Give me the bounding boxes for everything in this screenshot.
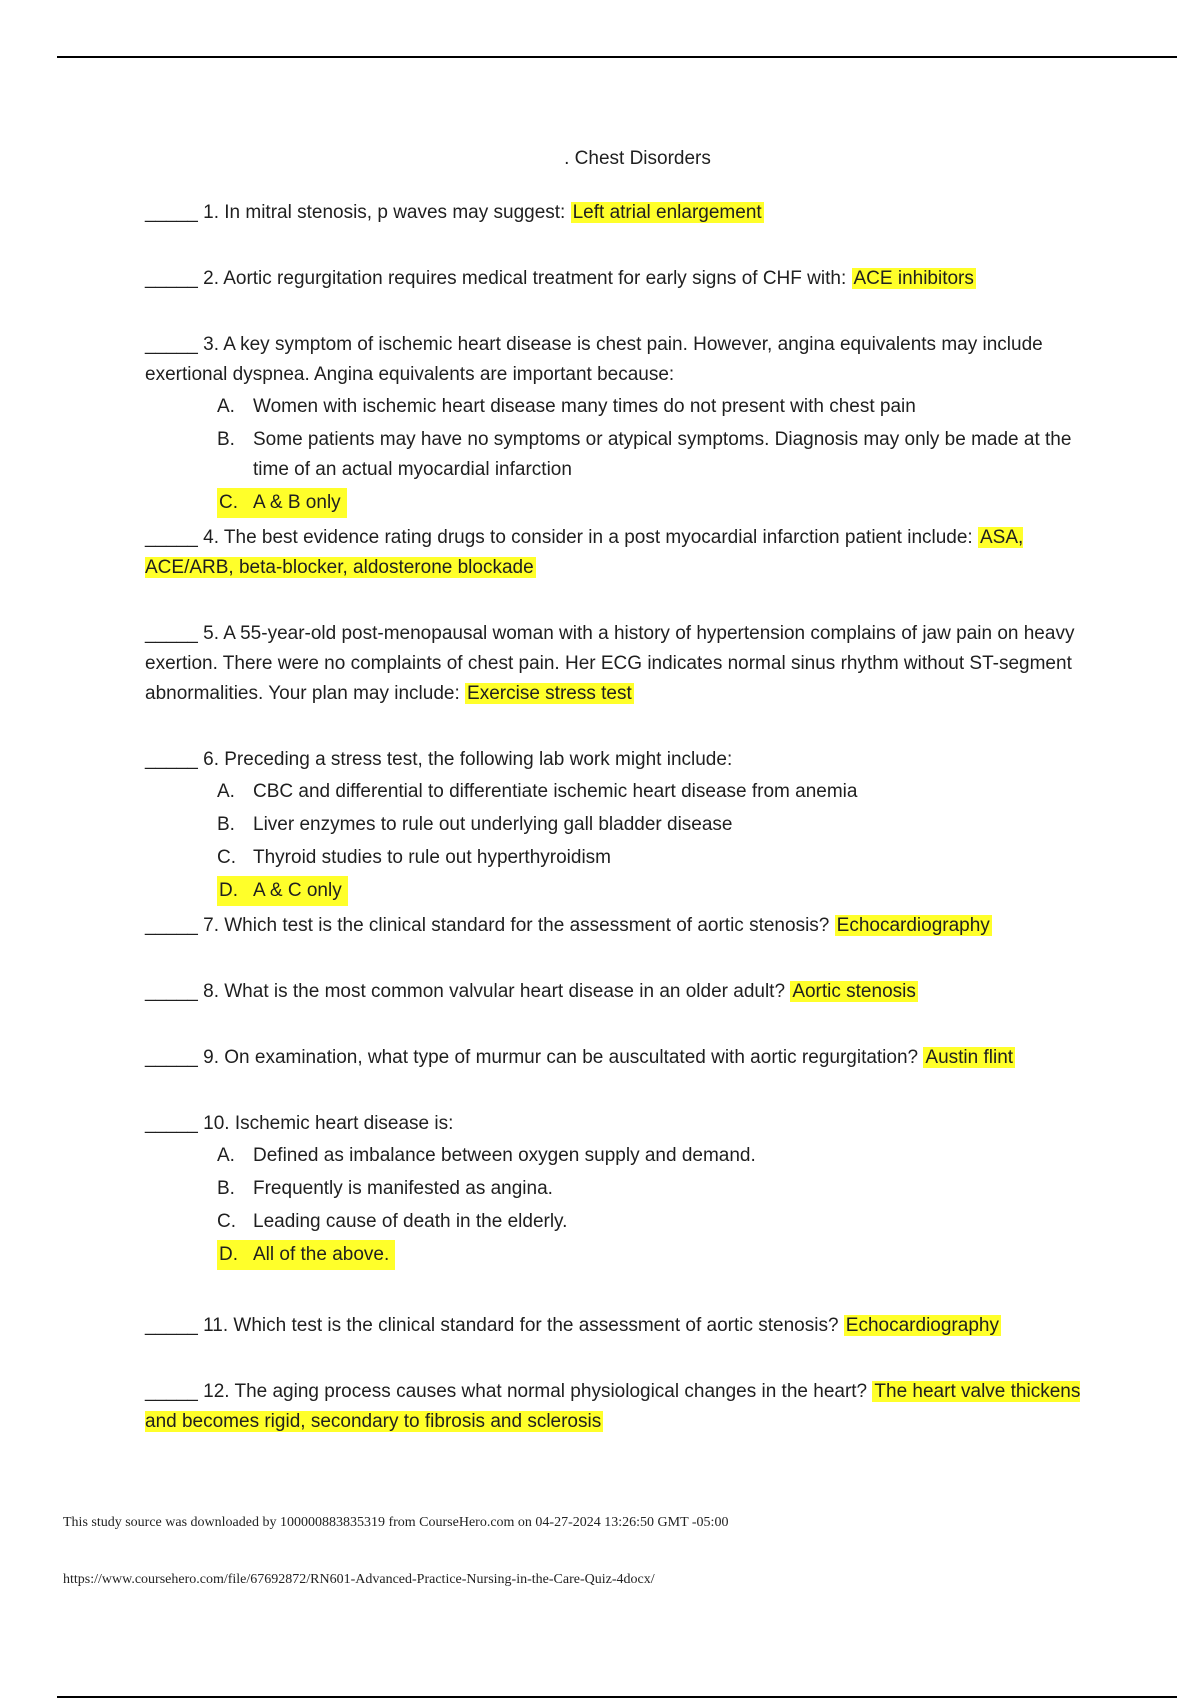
options-list bbox=[217, 392, 1090, 521]
question-11: _____ 11. Which test is the clinical standard for the assessment of aortic stenosis? Echocardiography bbox=[145, 1315, 999, 1336]
options-list bbox=[217, 777, 1090, 909]
highlighted-answer: ASA, ACE/ARB, beta-blocker, aldosterone blockade bbox=[145, 527, 1024, 578]
question-2: _____ 2. Aortic regurgitation requires medical treatment for early signs of CHF with: ACE inhibitors bbox=[145, 268, 974, 289]
answer-blank: _____ bbox=[145, 202, 198, 223]
option-b: B. Frequently is manifested as angina. bbox=[217, 1178, 553, 1199]
option-b: B. Liver enzymes to rule out underlying gall bladder disease bbox=[217, 814, 733, 835]
answer-blank: _____ bbox=[145, 749, 198, 770]
question-1: _____ 1. In mitral stenosis, p waves may suggest: Left atrial enlargement bbox=[145, 202, 762, 223]
question-6: _____ 6. Preceding a stress test, the following lab work might include: bbox=[145, 749, 733, 770]
option-d-highlighted: D. All of the above. bbox=[217, 1240, 395, 1270]
answer-blank: _____ bbox=[145, 268, 198, 289]
quiz-document bbox=[145, 144, 1090, 1437]
highlighted-answer: Austin flint bbox=[925, 1047, 1014, 1068]
page-title: . Chest Disorders bbox=[564, 148, 711, 169]
question-8: _____ 8. What is the most common valvular heart disease in an older adult? Aortic stenosis bbox=[145, 981, 916, 1002]
options-list bbox=[217, 1141, 1090, 1273]
option-c: C. Leading cause of death in the elderly. bbox=[217, 1211, 568, 1232]
question-3: _____ 3. A key symptom of ischemic heart disease is chest pain. However, angina equivalents may include exertional dyspnea. Angina equivalents are important because: bbox=[145, 334, 1043, 385]
answer-blank: _____ bbox=[145, 623, 198, 644]
source-url[interactable]: https://www.coursehero.com/file/67692872/RN601-Advanced-Practice-Nursing-in-the-Care-Quiz-4docx/ bbox=[63, 1572, 655, 1587]
option-c-highlighted: C. A & B only bbox=[217, 488, 347, 518]
download-notice: This study source was downloaded by 100000883835319 from CourseHero.com on 04-27-2024 13:26:50 GMT -05:00 bbox=[63, 1515, 729, 1530]
answer-blank: _____ bbox=[145, 1381, 198, 1402]
answer-blank: _____ bbox=[145, 334, 198, 355]
option-a: A. CBC and differential to differentiate ischemic heart disease from anemia bbox=[217, 781, 858, 802]
top-rule bbox=[57, 56, 1177, 58]
option-d-highlighted: D. A & C only bbox=[217, 876, 348, 906]
option-a: A. Defined as imbalance between oxygen supply and demand. bbox=[217, 1145, 756, 1166]
answer-blank: _____ bbox=[145, 1315, 198, 1336]
option-b: B. Some patients may have no symptoms or atypical symptoms. Diagnosis may only be made at the time of an actual myocardial infarction bbox=[217, 429, 1072, 480]
option-a: A. Women with ischemic heart disease many times do not present with chest pain bbox=[217, 396, 916, 417]
answer-blank: _____ bbox=[145, 527, 198, 548]
highlighted-answer: Echocardiography bbox=[836, 915, 990, 936]
highlighted-answer: Echocardiography bbox=[845, 1315, 999, 1336]
highlighted-answer: ACE inhibitors bbox=[853, 268, 974, 289]
answer-blank: _____ bbox=[145, 1113, 198, 1134]
highlighted-answer: Left atrial enlargement bbox=[572, 202, 762, 223]
question-4: _____ 4. The best evidence rating drugs to consider in a post myocardial infarction patient include: ASA, ACE/ARB, beta-blocker, aldosterone blockade bbox=[145, 527, 1024, 578]
highlighted-answer: Exercise stress test bbox=[467, 683, 632, 704]
answer-blank: _____ bbox=[145, 1047, 198, 1068]
question-12: _____ 12. The aging process causes what normal physiological changes in the heart? The heart valve thickens and becomes rigid, secondary to fibrosis and sclerosis bbox=[145, 1381, 1081, 1432]
question-5: _____ 5. A 55-year-old post-menopausal woman with a history of hypertension complains of jaw pain on heavy exertion. There were no complaints of chest pain. Her ECG indicates normal sinus rhythm without ST-segment abnormalities. Your plan may include: Exercise stress test bbox=[145, 623, 1075, 704]
highlighted-answer: Aortic stenosis bbox=[792, 981, 916, 1002]
option-c: C. Thyroid studies to rule out hyperthyroidism bbox=[217, 847, 611, 868]
answer-blank: _____ bbox=[145, 915, 198, 936]
question-10: _____ 10. Ischemic heart disease is: bbox=[145, 1113, 454, 1134]
question-9: _____ 9. On examination, what type of murmur can be auscultated with aortic regurgitation? Austin flint bbox=[145, 1047, 1014, 1068]
bottom-rule bbox=[57, 1696, 1177, 1698]
highlighted-answer: The heart valve thickens and becomes rigid, secondary to fibrosis and sclerosis bbox=[145, 1381, 1081, 1432]
question-7: _____ 7. Which test is the clinical standard for the assessment of aortic stenosis? Echocardiography bbox=[145, 915, 990, 936]
answer-blank: _____ bbox=[145, 981, 198, 1002]
